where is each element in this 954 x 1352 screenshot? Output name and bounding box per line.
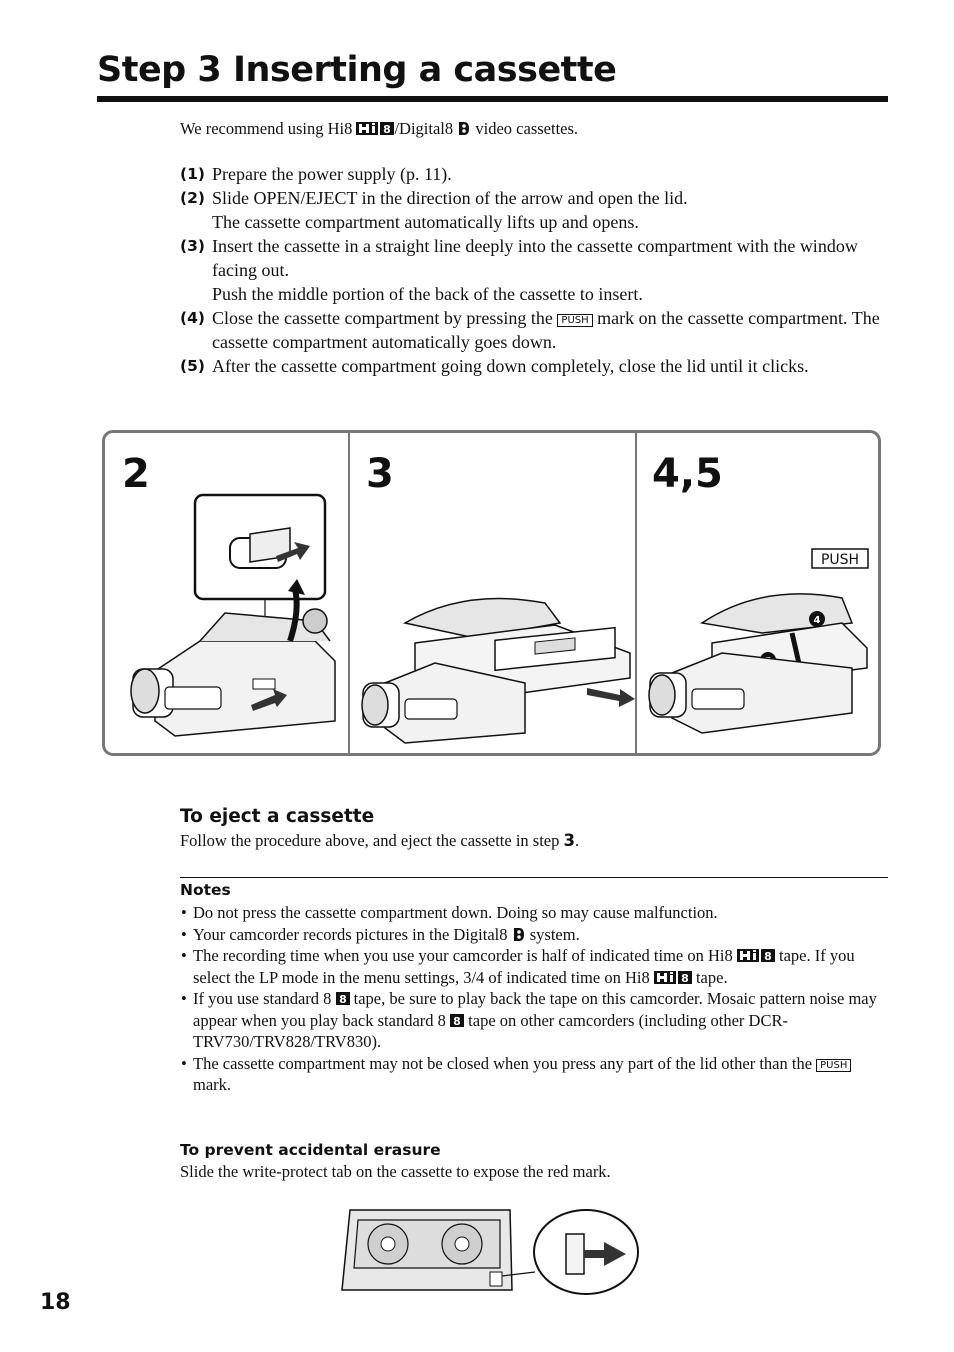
note-text: mark. bbox=[193, 1075, 232, 1094]
step-text-line: Insert the cassette in a straight line deeply into the cassette compartment with the window facing out. bbox=[212, 236, 858, 280]
notes-divider bbox=[180, 877, 888, 878]
step-text-line: The cassette compartment automatically lifts up and opens. bbox=[212, 212, 639, 232]
intro-text-before: We recommend using Hi8 bbox=[180, 119, 357, 138]
callout-4: 4 bbox=[813, 615, 821, 626]
panel-label-4-5: 4,5 bbox=[652, 451, 723, 497]
eject-text-end: . bbox=[574, 831, 580, 850]
note-text: If you use standard 8 bbox=[193, 989, 336, 1008]
svg-text:8: 8 bbox=[453, 1014, 461, 1028]
steps-list bbox=[180, 162, 890, 378]
cassette-insertion-illustration bbox=[355, 583, 635, 753]
note-text: The recording time when you use your camcorder is half of indicated time on Hi8 bbox=[193, 946, 737, 965]
push-mark: PUSH bbox=[557, 314, 592, 327]
step-number: (3) bbox=[180, 237, 205, 255]
panel-label-2: 2 bbox=[122, 451, 150, 497]
note-text: Do not press the cassette compartment down. Doing so may cause malfunction. bbox=[193, 903, 718, 922]
step-text bbox=[212, 306, 890, 354]
intro-text-after: video cassettes. bbox=[471, 119, 579, 138]
video8-logo-icon bbox=[450, 1013, 464, 1028]
step-number: (5) bbox=[180, 357, 205, 375]
note-item bbox=[180, 945, 892, 988]
step-3 bbox=[180, 234, 890, 306]
page-number: 18 bbox=[40, 1290, 71, 1315]
step-text-line: Push the middle portion of the back of the cassette to insert. bbox=[212, 284, 643, 304]
cassette-write-protect-illustration bbox=[340, 1206, 650, 1298]
step-text-line: Slide OPEN/EJECT in the direction of the arrow and open the lid. bbox=[212, 188, 688, 208]
note-text: tape, be sure to play back the tape on this camcorder. Mosaic pattern noise may appear when you play back standard 8 bbox=[193, 989, 877, 1030]
push-mark: PUSH bbox=[816, 1059, 851, 1072]
svg-text:8: 8 bbox=[764, 950, 772, 963]
close-compartment-illustration bbox=[642, 533, 882, 753]
panel-label-3: 3 bbox=[366, 451, 394, 497]
intro-text bbox=[180, 119, 578, 139]
push-label: PUSH bbox=[820, 552, 860, 568]
hi8-logo-icon bbox=[737, 948, 775, 963]
step-text: After the cassette compartment going down completely, close the lid until it clicks. bbox=[212, 356, 809, 376]
notes-list bbox=[180, 902, 892, 1096]
digital8-logo-icon bbox=[512, 927, 526, 942]
step-number: (4) bbox=[180, 309, 205, 327]
note-item bbox=[180, 902, 892, 924]
erasure-text: Slide the write-protect tab on the cassette to expose the red mark. bbox=[180, 1162, 611, 1181]
step-1 bbox=[180, 162, 890, 186]
step-text: Prepare the power supply (p. 11). bbox=[212, 164, 452, 184]
note-text: tape. If you select the LP mode in the menu settings, 3/4 of indicated time on Hi8 bbox=[193, 946, 855, 987]
intro-text-middle: /Digital8 bbox=[394, 119, 458, 138]
page-title: Step 3 Inserting a cassette bbox=[97, 50, 617, 90]
step-text-before: Close the cassette compartment by pressing the bbox=[212, 308, 558, 328]
step-text bbox=[212, 234, 890, 306]
step-number: (1) bbox=[180, 165, 205, 183]
digital8-logo-icon bbox=[457, 121, 471, 136]
svg-text:8: 8 bbox=[681, 971, 689, 985]
note-item bbox=[180, 924, 892, 946]
step-number: (2) bbox=[180, 189, 205, 207]
note-text: tape on other camcorders (including other DCR-TRV730/TRV828/TRV830). bbox=[193, 1010, 788, 1051]
notes-heading: Notes bbox=[180, 881, 231, 899]
illustration-panel bbox=[102, 430, 881, 756]
svg-text:8: 8 bbox=[383, 123, 392, 136]
eject-text-main: Follow the procedure above, and eject the cassette in step bbox=[180, 831, 564, 850]
note-text: The cassette compartment may not be closed when you press any part of the lid other than the bbox=[193, 1053, 817, 1073]
note-item bbox=[180, 988, 892, 1053]
eject-heading: To eject a cassette bbox=[180, 806, 375, 827]
note-text: tape. bbox=[691, 967, 728, 987]
title-rule bbox=[97, 96, 888, 102]
note-text: Your camcorder records pictures in the Digital8 bbox=[193, 924, 512, 944]
step-2 bbox=[180, 186, 890, 234]
note-item bbox=[180, 1053, 892, 1096]
step-text bbox=[212, 186, 890, 234]
camcorder-open-lid-illustration bbox=[115, 491, 345, 751]
step-text-after: mark on the cassette compartment. The cassette compartment automatically goes down. bbox=[212, 308, 880, 352]
video8-logo-icon bbox=[336, 991, 350, 1006]
hi8-logo-icon bbox=[356, 121, 394, 136]
note-text: system. bbox=[525, 924, 580, 944]
eject-text bbox=[180, 831, 579, 851]
erasure-heading: To prevent accidental erasure bbox=[180, 1141, 441, 1159]
eject-step-ref: 3 bbox=[563, 831, 575, 850]
svg-text:8: 8 bbox=[338, 993, 347, 1006]
panel-divider bbox=[348, 433, 350, 753]
step-4 bbox=[180, 306, 890, 354]
panel-divider bbox=[635, 433, 637, 753]
hi8-logo-icon bbox=[654, 970, 692, 985]
step-5 bbox=[180, 354, 890, 378]
